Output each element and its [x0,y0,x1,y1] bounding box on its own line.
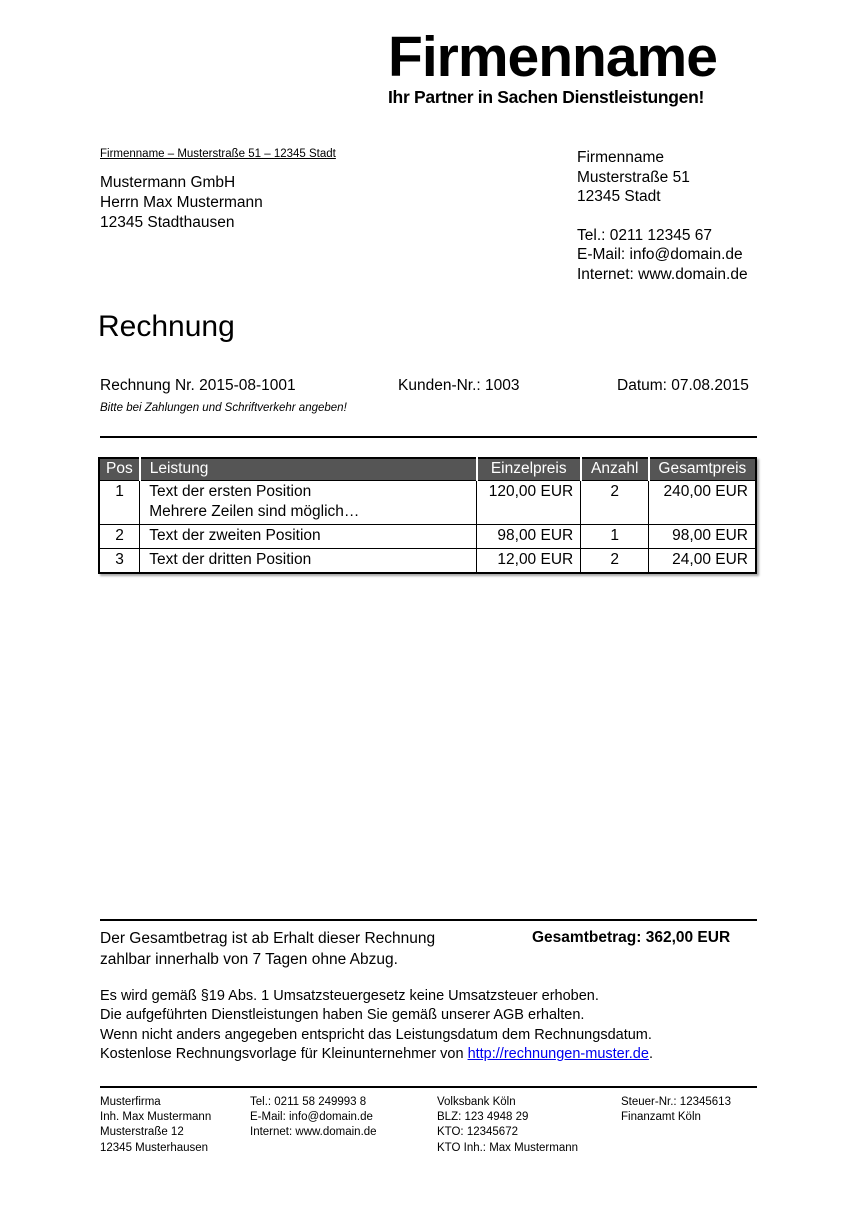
legal-line: Es wird gemäß §19 Abs. 1 Umsatzsteuergesetz keine Umsatzsteuer erhoben. [100,988,599,1004]
invoice-date: Datum: 07.08.2015 [617,377,749,394]
legal-line: Die aufgeführten Dienstleistungen haben Sie gemäß unserer AGB erhalten. [100,1007,585,1024]
item-pos: 1 [99,480,140,524]
footer-contact-column [250,1095,377,1141]
footer-line: E-Mail: info@domain.de [250,1111,373,1124]
legal-notes [100,987,653,1065]
logo-tagline: Ihr Partner in Sachen Dienstleistungen! [388,87,705,108]
item-description-line: Mehrere Zeilen sind möglich… [149,502,360,520]
footer-line: Volksbank Köln [437,1096,516,1108]
table-header-row [99,458,756,480]
total-value: 362,00 EUR [645,929,731,946]
footer-line: Tel.: 0211 58 249993 8 [250,1096,367,1108]
footer-line: KTO Inh.: Max Mustermann [437,1141,579,1154]
total-label: Gesamtbetrag: [532,929,642,946]
payment-terms-line: zahlbar innerhalb von 7 Tagen ohne Abzug. [100,950,398,968]
item-description [140,480,477,524]
website-link[interactable]: http://rechnungen-muster.de [467,1046,649,1063]
footer-line: 12345 Musterhausen [100,1141,209,1154]
table-row [99,548,756,573]
footer-tax-column [621,1095,731,1125]
column-header-einzelpreis: Einzelpreis [477,458,581,480]
column-header-leistung: Leistung [140,458,477,480]
legal-line: Wenn nicht anders angegeben entspricht das Leistungsdatum dem Rechnungsdatum. [100,1026,652,1043]
item-pos: 2 [99,524,140,548]
invoice-meta [100,377,757,397]
recipient-line: Herrn Max Mustermann [100,194,263,211]
legal-link-prefix: Kostenlose Rechnungsvorlage für Kleinunternehmer von [100,1046,468,1063]
column-header-anzahl: Anzahl [581,458,649,480]
company-email: E-Mail: info@domain.de [577,246,743,263]
item-description-line: Text der zweiten Position [149,526,321,544]
footer-line: Internet: www.domain.de [250,1126,377,1139]
recipient-line: 12345 Stadthausen [100,214,235,231]
page-title: Rechnung [98,310,235,343]
item-description-line: Text der dritten Position [149,550,312,568]
footer-divider [100,1086,757,1088]
payment-terms-line: Der Gesamtbetrag ist ab Erhalt dieser Rechnung [100,930,436,947]
company-address [577,148,748,207]
item-description [140,524,477,548]
company-address-line: 12345 Stadt [577,188,661,205]
payment-terms [100,929,435,970]
recipient-address [100,173,263,233]
table-row [99,524,756,548]
total-amount [532,929,730,947]
item-unit-price: 120,00 EUR [477,480,581,524]
item-description-line: Text der ersten Position [149,482,312,500]
footer-company-column [100,1095,211,1156]
company-address-line: Firmenname [577,149,664,166]
legal-link-suffix: . [648,1046,653,1063]
footer-line: Steuer-Nr.: 12345613 [621,1096,731,1108]
recipient-line: Mustermann GmbH [100,174,236,191]
footer-bank-column [437,1095,578,1156]
column-header-pos: Pos [99,458,140,480]
item-total-price: 240,00 EUR [649,480,756,524]
footer-line: BLZ: 123 4948 29 [437,1111,529,1124]
invoice-number: Rechnung Nr. 2015-08-1001 [100,377,296,394]
footer-line: Musterstraße 12 [100,1126,184,1139]
company-contact-block [577,148,748,284]
separator-line [100,436,757,438]
logo-company-name: Firmenname [388,25,717,89]
customer-number: Kunden-Nr.: 1003 [398,377,520,394]
item-description [140,548,477,573]
company-phone: Tel.: 0211 12345 67 [577,226,713,244]
item-unit-price: 98,00 EUR [477,524,581,548]
table-row [99,480,756,524]
items-table [98,457,757,574]
item-quantity: 1 [581,524,649,548]
item-quantity: 2 [581,480,649,524]
company-address-line: Musterstraße 51 [577,168,690,186]
company-website: Internet: www.domain.de [577,265,748,283]
footer-line: KTO: 12345672 [437,1126,518,1139]
item-total-price: 98,00 EUR [649,524,756,548]
company-logo [388,25,770,108]
sender-return-address: Firmenname – Musterstraße 51 – 12345 Stadt [100,148,336,160]
item-quantity: 2 [581,548,649,573]
separator-line [100,919,757,921]
column-header-gesamtpreis: Gesamtpreis [649,458,756,480]
payment-reference-note: Bitte bei Zahlungen und Schriftverkehr angeben! [100,402,347,414]
footer-line: Musterfirma [100,1096,161,1108]
footer-line: Finanzamt Köln [621,1111,701,1124]
item-total-price: 24,00 EUR [649,548,756,573]
footer-line: Inh. Max Mustermann [100,1111,212,1124]
legal-line-with-link [100,1045,653,1064]
item-unit-price: 12,00 EUR [477,548,581,573]
company-contact-details [577,226,748,285]
item-pos: 3 [99,548,140,573]
